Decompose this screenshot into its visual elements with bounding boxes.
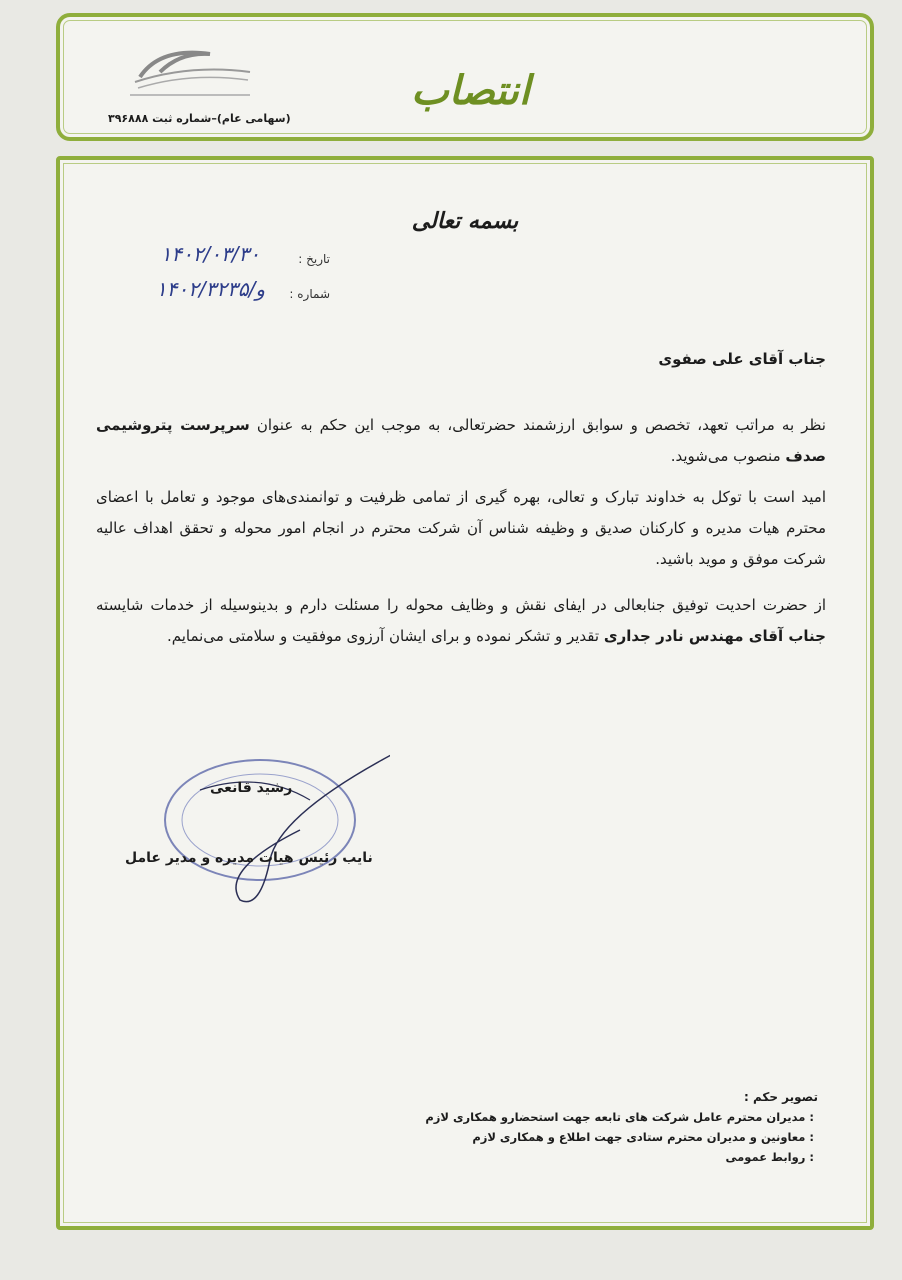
cc-heading: تصویر حکم : <box>743 1090 818 1104</box>
p1-text: نظر به مراتب تعهد، تخصص و سوابق ارزشمند حضرتعالی، به موجب این حکم به عنوان <box>256 416 826 434</box>
number-value: ۱۴۰۲/و/۳۲۳۵ <box>155 277 265 301</box>
date-label: تاریخ : <box>298 252 330 266</box>
addressee: جناب آقای علی صفوی <box>658 350 826 368</box>
paragraph-wishes: امید است با توکل به خداوند تبارک و تعالی، بهره گیری از تمامی ظرفیت و توانمندی‌های موجود و تعامل با اعضای محترم هیات مدیره و کارکنان صدیق و وظیفه شناس آن شرکت محترم در انجام امور محوله و تحقق اهداف عالیه شرکت موفق و موید باشید. <box>96 488 826 568</box>
p3-person: جناب آقای مهندس نادر جداری <box>603 627 826 645</box>
paragraph-thanks <box>96 590 826 652</box>
cc-item: : روابط عمومی <box>725 1150 814 1164</box>
header-frame <box>56 13 874 141</box>
number-label: شماره : <box>289 287 330 301</box>
cc-item: : معاونین و مدیران محترم ستادی جهت اطلاع و همکاری لازم <box>472 1130 814 1144</box>
registration-number: (سهامی عام)–شماره ثبت ۳۹۶۸۸۸ <box>108 112 291 125</box>
p3-start: از حضرت احدیت توفیق جنابعالی در ایفای نقش و وظایف محوله را مسئلت دارم و بدینوسیله از خدمات شایسته <box>96 596 826 614</box>
cc-item: : مدیران محترم عامل شرکت های تابعه جهت استحضارو همکاری لازم <box>425 1110 814 1124</box>
basmala-heading: بسمه تعالی <box>411 208 519 234</box>
company-logo-icon <box>120 42 260 102</box>
p1-position: سرپرست پتروشیمی صدف <box>96 416 826 465</box>
page-title: انتصاب <box>411 67 530 114</box>
signatory-name: رشید قانعی <box>210 780 293 796</box>
signatory-title: نایب رئیس هیات مدیره و مدیر عامل <box>125 850 373 866</box>
date-value: ۱۴۰۲/۰۳/۳۰ <box>160 242 260 266</box>
company-stamp-icon <box>160 750 390 910</box>
p3-end: تقدیر و تشکر نموده و برای ایشان آرزوی موفقیت و سلامتی می‌نمایم. <box>166 627 600 645</box>
p1-end: منصوب می‌شوید. <box>670 447 781 465</box>
paragraph-appointment <box>96 410 826 472</box>
letter-frame <box>56 156 874 1230</box>
